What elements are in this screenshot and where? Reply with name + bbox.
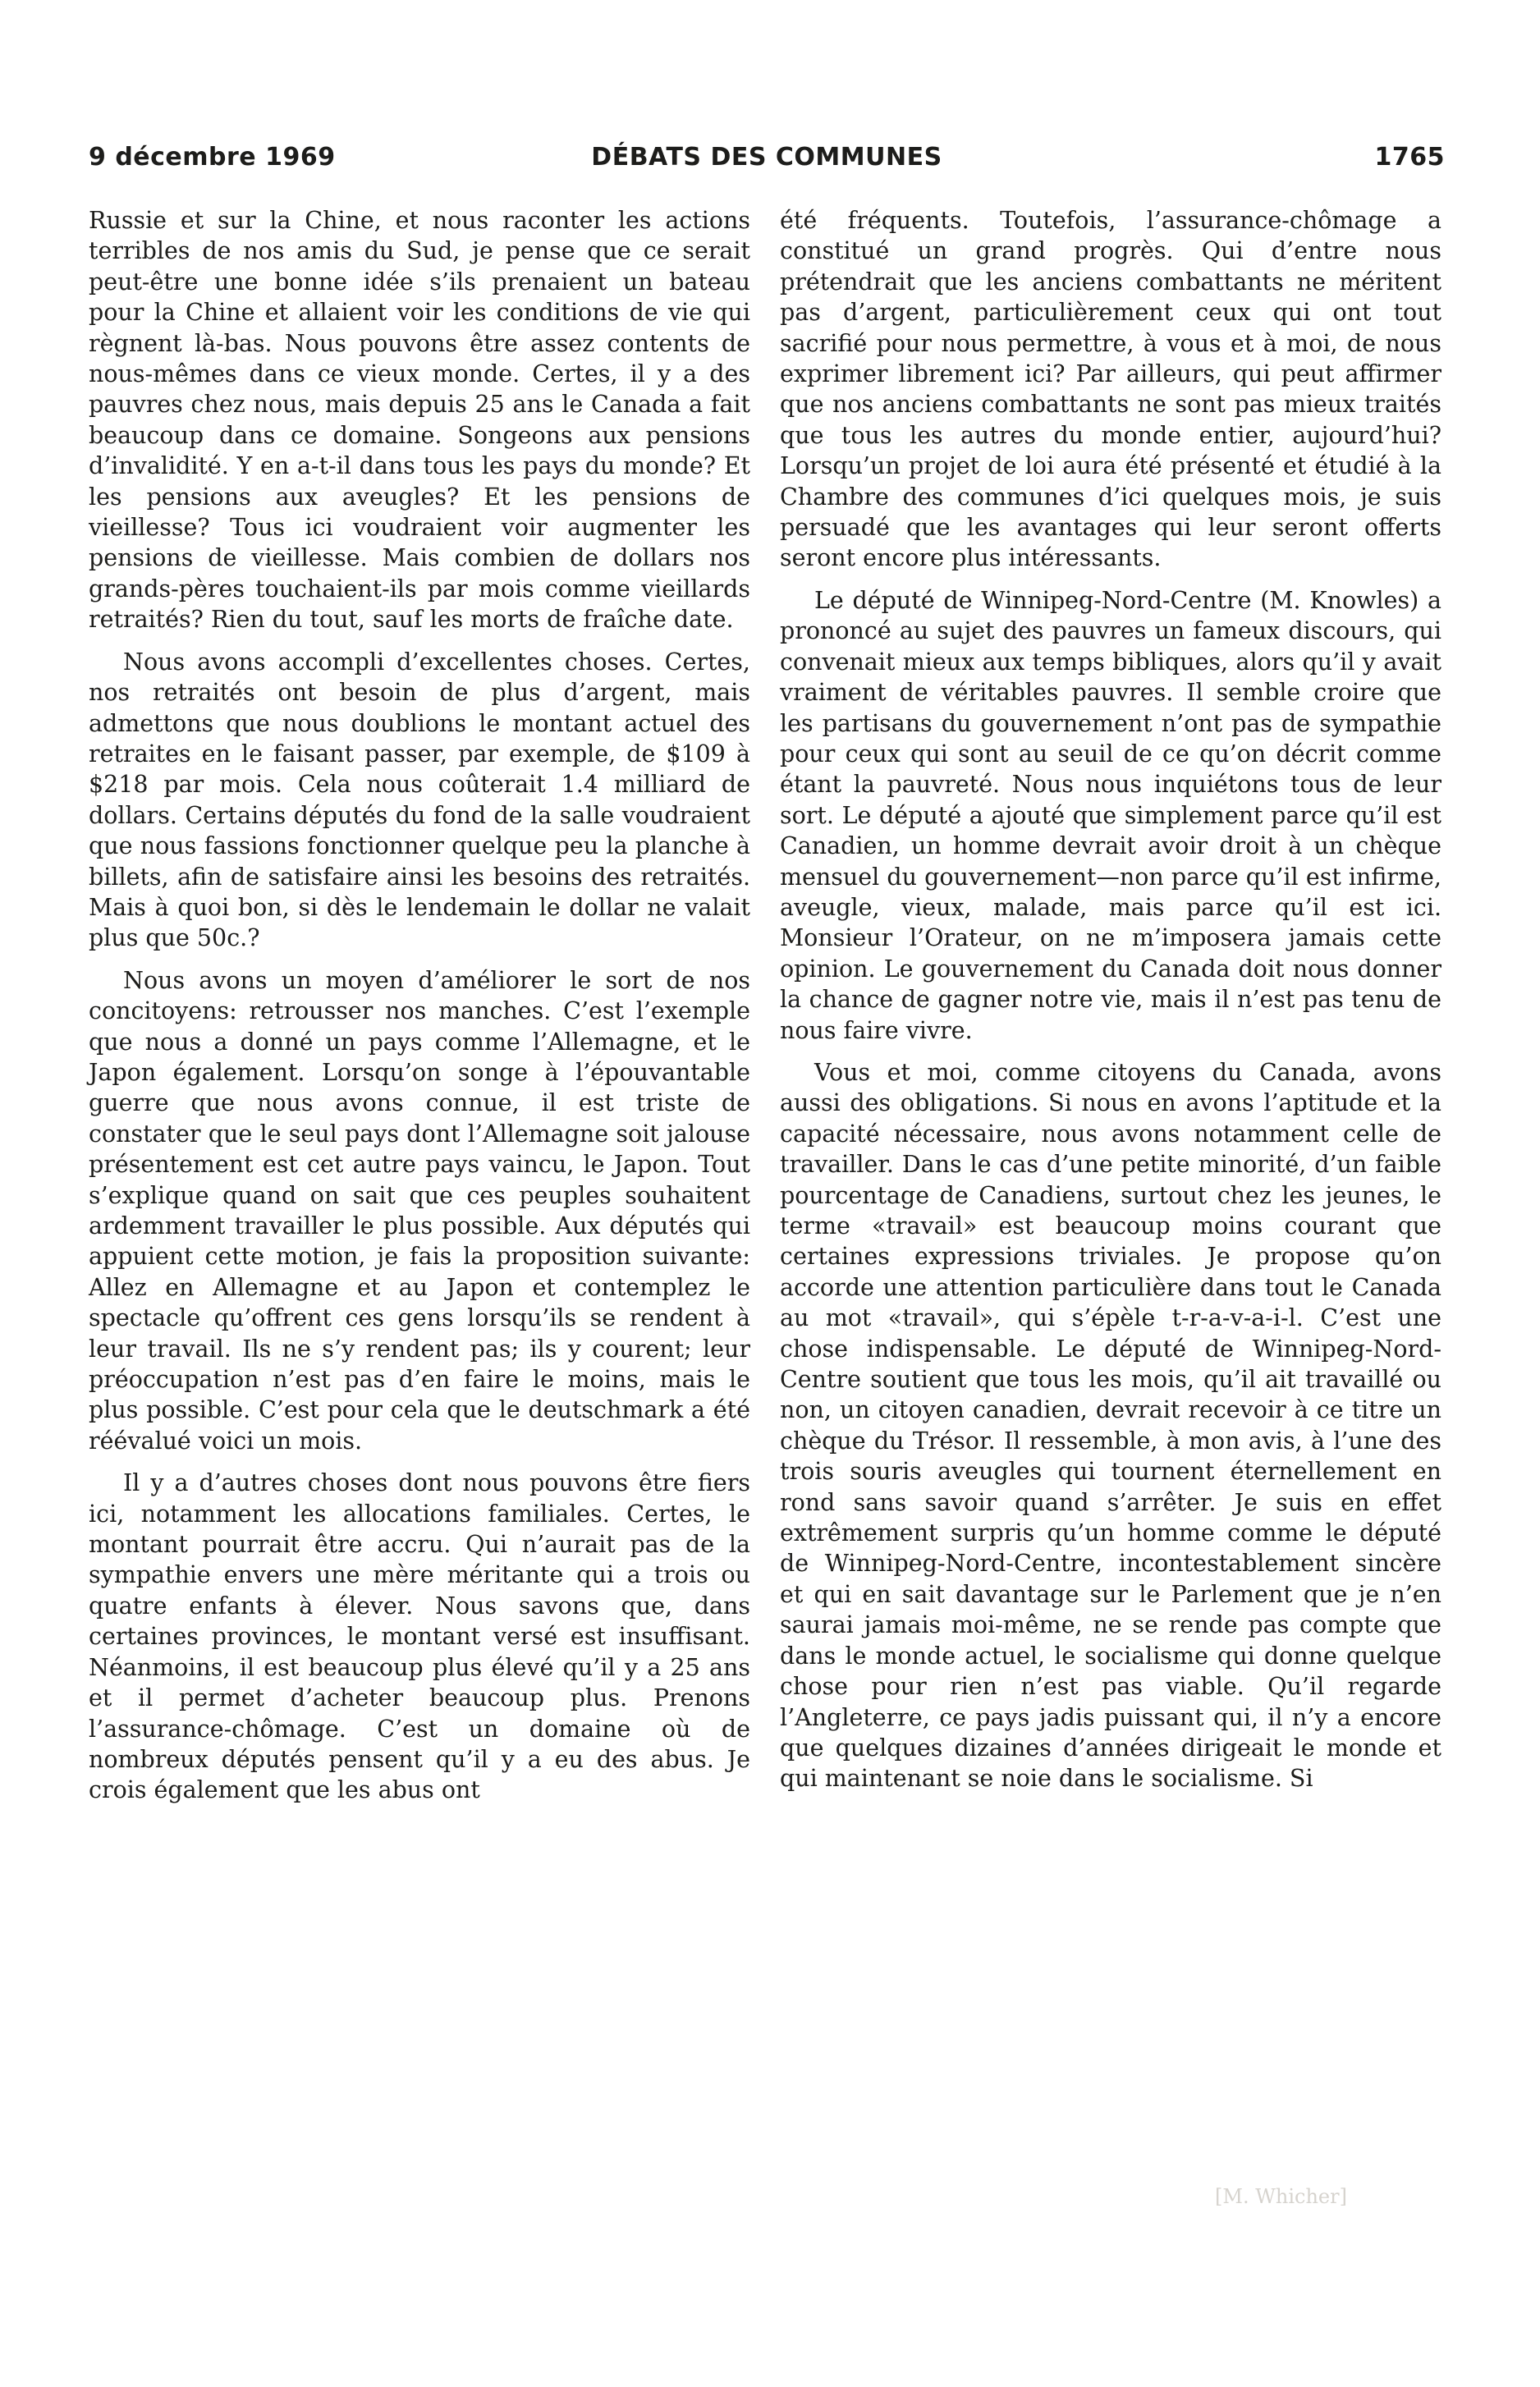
- left-column: [89, 205, 750, 1817]
- paragraph: Le député de Winnipeg-Nord-Centre (M. Knowles) a prononcé au sujet des pauvres un fameux discours, qui convenait mieux aux temps bibliques, alors qu’il y avait vraiment de véritables pauvres. Il semble croire que les partisans du gouvernement n’ont pas de sympathie pour ceux qui sont au seuil de ce qu’on décrit comme étant la pauvreté. Nous nous inquiétons tous de leur sort. Le député a ajouté que simplement parce qu’il est Canadien, un homme devrait avoir droit à un chèque mensuel du gouvernement—non parce qu’il est infirme, aveugle, vieux, malade, mais parce qu’il est ici. Monsieur l’Orateur, on ne m’imposera jamais cette opinion. Le gouvernement du Canada doit nous donner la chance de gagner notre vie, mais il n’est pas tenu de nous faire vivre.: [780, 586, 1441, 1044]
- right-column: [780, 205, 1441, 1806]
- page-number: 1765: [1374, 143, 1445, 172]
- paragraph: Nous avons un moyen d’améliorer le sort de nos concitoyens: retrousser nos manches. C’est l’exemple que nous a donné un pays comme l’Allemagne, et le Japon également. Lorsqu’on songe à l’épouvantable guerre que nous avons connue, il est triste de constater que le seul pays dont l’Allemagne soit jalouse présentement est cet autre pays vaincu, le Japon. Tout s’explique quand on sait que ces peuples souhaitent ardemment travailler le plus possible. Aux députés qui appuient cette motion, je fais la proposition suivante: Allez en Allemagne et au Japon et contemplez le spectacle qu’offrent ces gens lorsqu’ils se rendent à leur travail. Ils ne s’y rendent pas; ils y courent; leur préoccupation n’est pas d’en faire le moins, mais le plus possible. C’est pour cela que le deutschmark a été réévalué voici un mois.: [89, 966, 750, 1455]
- paragraph: été fréquents. Toutefois, l’assurance-chômage a constitué un grand progrès. Qui d’entre nous prétendrait que les anciens combattants ne méritent pas d’argent, particulièrement ceux qui ont tout sacrifié pour nous permettre, à vous et à moi, de nous exprimer librement ici? Par ailleurs, qui peut affirmer que nos anciens combattants ne sont pas mieux traités que tous les autres du monde entier, aujourd’hui? Lorsqu’un projet de loi aura été présenté et étudié à la Chambre des communes d’ici quelques mois, je suis persuadé que les avantages qui leur seront offerts seront encore plus intéressants.: [780, 207, 1441, 572]
- header-title: DÉBATS DES COMMUNES: [591, 143, 942, 172]
- paragraph: Russie et sur la Chine, et nous raconter les actions terribles de nos amis du Sud, je pense que ce serait peut-être une bonne idée s’ils prenaient un bateau pour la Chine et allaient voir les conditions de vie qui règnent là-bas. Nous pouvons être assez contents de nous-mêmes dans ce vieux monde. Certes, il y a des pauvres chez nous, mais depuis 25 ans le Canada a fait beaucoup dans ce domaine. Songeons aux pensions d’invalidité. Y en a-t-il dans tous les pays du monde? Et les pensions aux aveugles? Et les pensions de vieillesse? Tous ici voudraient voir augmenter les pensions de vieillesse. Mais combien de dollars nos grands-pères touchaient-ils par mois comme vieillards retraités? Rien du tout, sauf les morts de fraîche date.: [89, 207, 750, 634]
- header-date: 9 décembre 1969: [89, 143, 336, 172]
- paragraph: Nous avons accompli d’excellentes choses. Certes, nos retraités ont besoin de plus d’argent, mais admettons que nous doublions le montant actuel des retraites en le faisant passer, par exemple, de $109 à $218 par mois. Cela nous coûterait 1.4 milliard de dollars. Certains députés du fond de la salle voudraient que nous fassions fonctionner quelque peu la planche à billets, afin de satisfaire ainsi les besoins des retraités. Mais à quoi bon, si dès le lendemain le dollar ne valait plus que 50c.?: [89, 648, 750, 952]
- paragraph: Vous et moi, comme citoyens du Canada, avons aussi des obligations. Si nous en avons l’aptitude et la capacité nécessaire, nous avons notamment celle de travailler. Dans le cas d’une petite minorité, d’un faible pourcentage de Canadiens, surtout chez les jeunes, le terme «travail» est beaucoup moins courant que certaines expressions triviales. Je propose qu’on accorde une attention particulière dans tout le Canada au mot «travail», qui s’épèle t-r-a-v-a-i-l. C’est une chose indispensable. Le député de Winnipeg-Nord-Centre soutient que tous les mois, qu’il ait travaillé ou non, un citoyen canadien, devrait recevoir à ce titre un chèque du Trésor. Il ressemble, à mon avis, à l’une des trois souris aveugles qui tournent éternellement en rond sans savoir quand s’arrêter. Je suis en effet extrêmement surpris qu’un homme comme le député de Winnipeg-Nord-Centre, incontestablement sincère et qui en sait davantage sur le Parlement que je n’en saurai jamais moi-même, ne se rende pas compte que dans le monde actuel, le socialisme qui donne quelque chose pour rien n’est pas viable. Qu’il regarde l’Angleterre, ce pays jadis puissant qui, il n’y a encore que quelques dizaines d’années dirigeait le monde et qui maintenant se noie dans le socialisme. Si: [780, 1058, 1441, 1793]
- paragraph: Il y a d’autres choses dont nous pouvons être fiers ici, notamment les allocations familiales. Certes, le montant pourrait être accru. Qui n’aurait pas de la sympathie envers une mère méritante qui a trois ou quatre enfants à élever. Nous savons que, dans certaines provinces, le montant versé est insuffisant. Néanmoins, il est beaucoup plus élevé qu’il y a 25 ans et il permet d’acheter beaucoup plus. Prenons l’assurance-chômage. C’est un domaine où de nombreux députés pensent qu’il y a eu des abus. Je crois également que les abus ont: [89, 1469, 750, 1804]
- running-header: [89, 140, 1445, 176]
- show-through-text: [M. Whicher]: [1215, 2185, 1347, 2208]
